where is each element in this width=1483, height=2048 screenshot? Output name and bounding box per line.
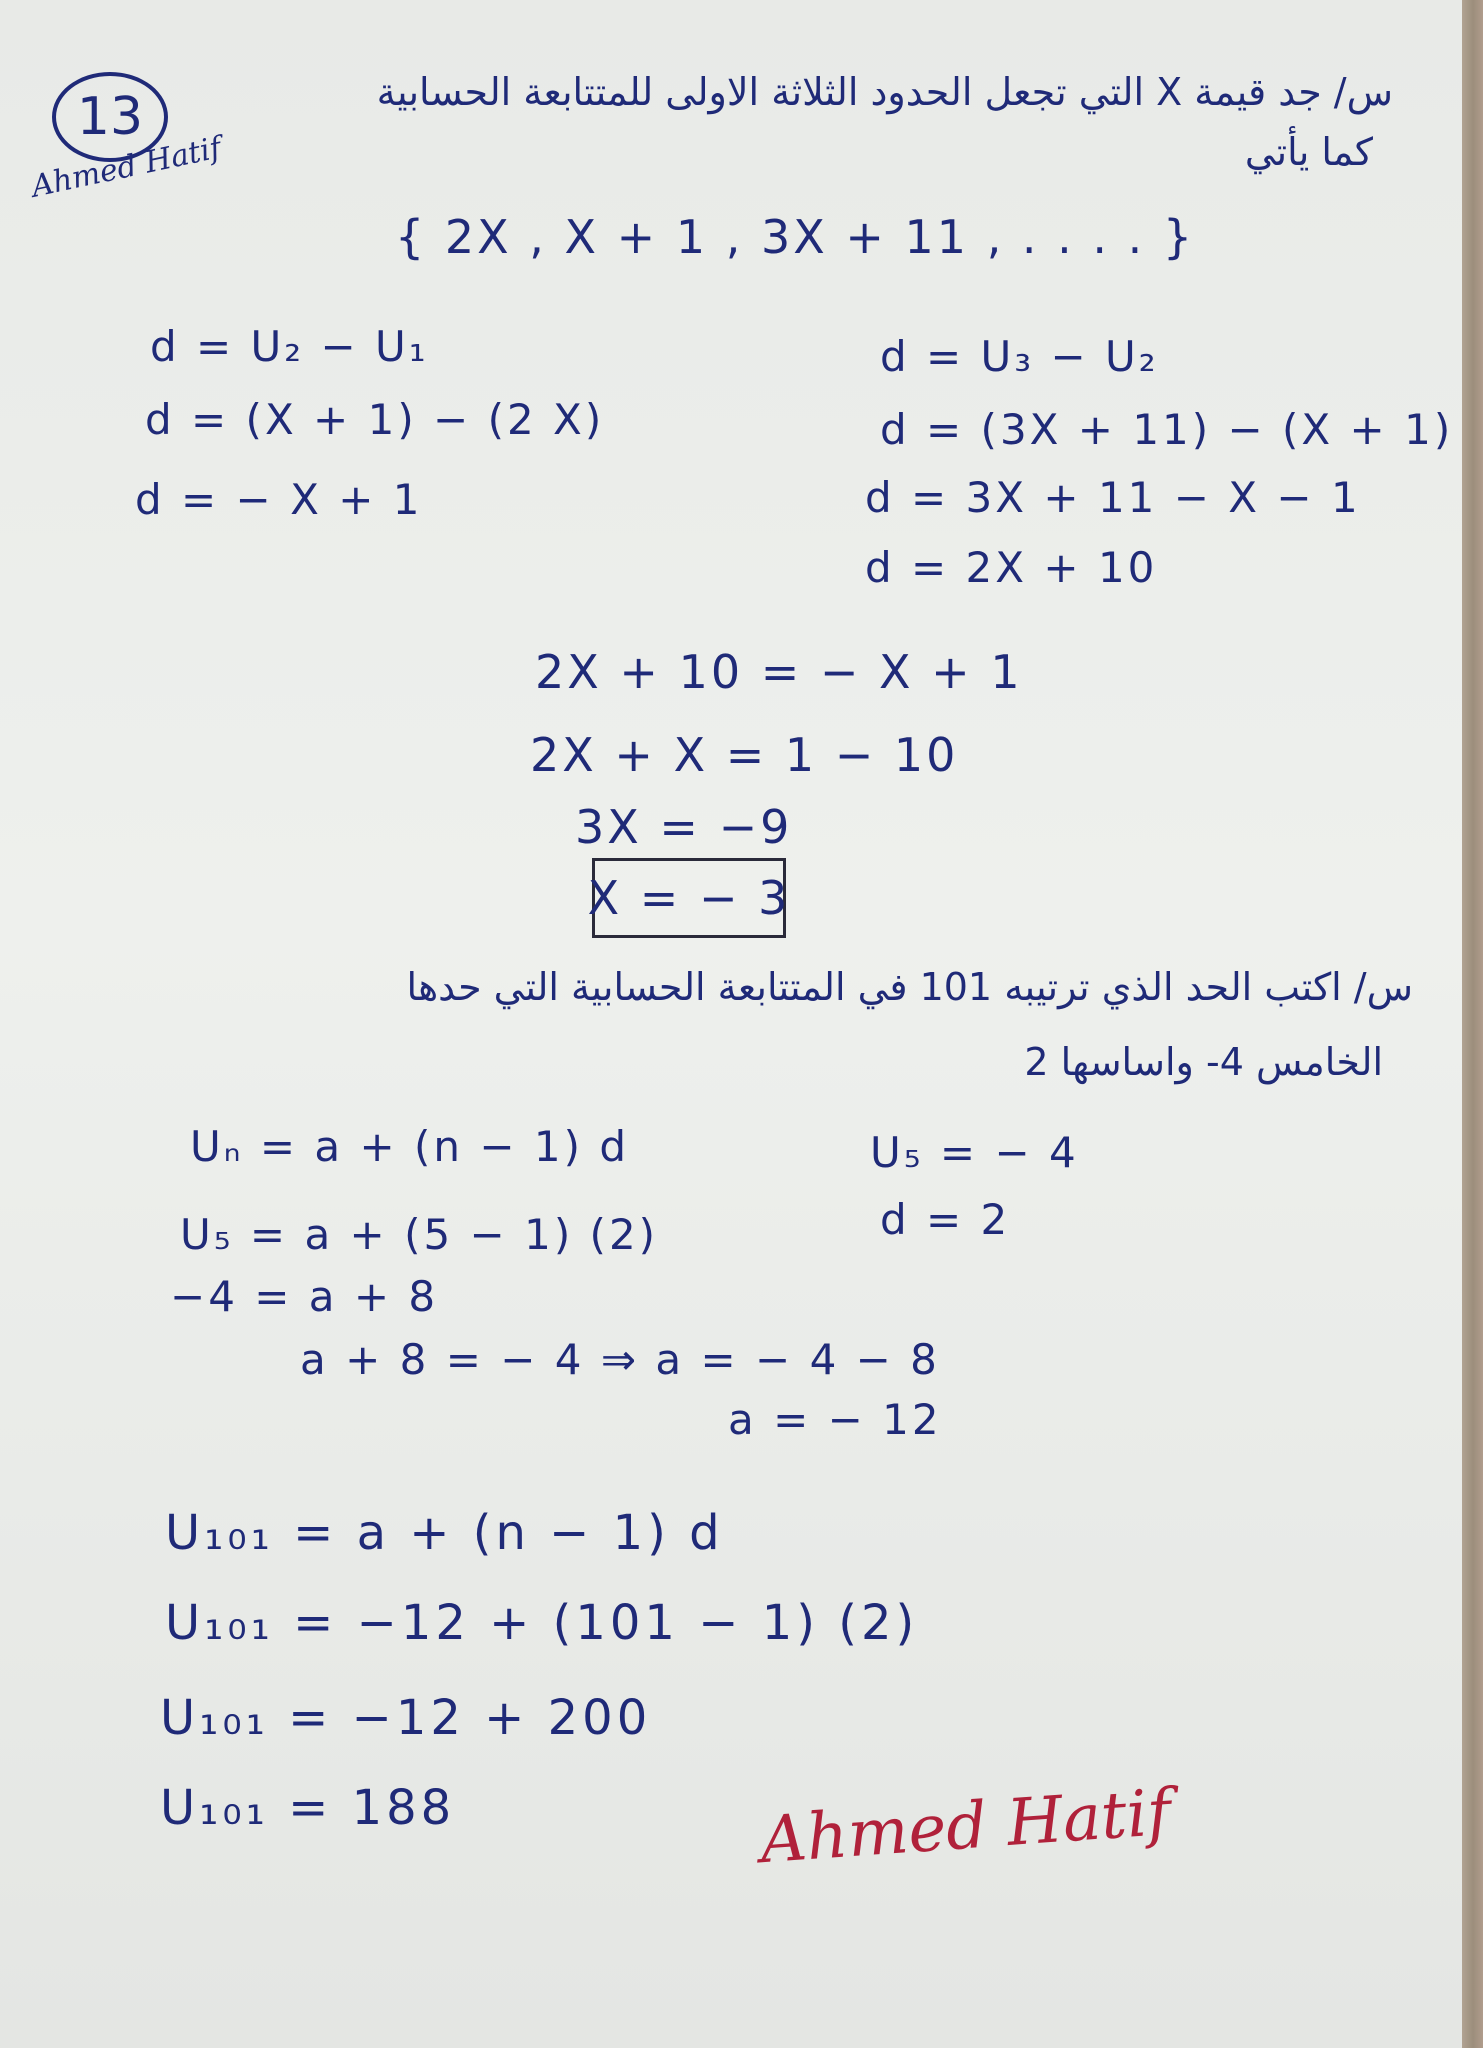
right-step-1: d = U₃ − U₂ [880, 332, 1159, 381]
sequence: { 2X , X + 1 , 3X + 11 , . . . . } [395, 210, 1196, 264]
left-step-1: d = U₂ − U₁ [150, 322, 429, 371]
final-step-2: U₁₀₁ = −12 + (101 − 1) (2) [165, 1595, 919, 1651]
question-1-line-2: كما يأتي [1244, 130, 1373, 174]
right-step-2: d = (3X + 11) − (X + 1) [880, 405, 1454, 454]
p2-a-result: a = − 12 [728, 1395, 942, 1444]
question-1-line-1: س/ جد قيمة X التي تجعل الحدود الثلاثة الاولى للمتتابعة الحسابية [376, 70, 1393, 114]
p2-step-1: Uₙ = a + (n − 1) d [190, 1122, 630, 1171]
left-step-2: d = (X + 1) − (2 X) [145, 395, 605, 444]
answer: X = − 3 [587, 871, 791, 925]
page-number: 13 [76, 87, 144, 147]
given-u5: U₅ = − 4 [870, 1128, 1079, 1177]
final-step-3: U₁₀₁ = −12 + 200 [160, 1690, 652, 1746]
p2-step-2: U₅ = a + (5 − 1) (2) [180, 1210, 659, 1259]
right-step-3: d = 3X + 11 − X − 1 [865, 473, 1361, 522]
question-2-line-1: س/ اكتب الحد الذي ترتيبه 101 في المتتابعة الحسابية التي حدها [406, 965, 1413, 1009]
final-step-1: U₁₀₁ = a + (n − 1) d [165, 1505, 724, 1561]
solve-step-1: 2X + 10 = − X + 1 [535, 645, 1023, 699]
given-d: d = 2 [880, 1195, 1011, 1244]
left-step-3: d = − X + 1 [135, 475, 423, 524]
question-2-line-2: الخامس 4- واساسها 2 [1024, 1040, 1383, 1084]
final-step-4: U₁₀₁ = 188 [160, 1780, 456, 1836]
solve-step-2: 2X + X = 1 − 10 [530, 728, 959, 782]
right-step-4: d = 2X + 10 [865, 543, 1158, 592]
p2-step-a: a + 8 = − 4 ⇒ a = − 4 − 8 [300, 1335, 940, 1384]
answer-box [587, 858, 791, 938]
author-mark: Ahmed Hatif [28, 130, 225, 205]
solve-step-3: 3X = −9 [575, 800, 793, 854]
signature: Ahmed Hatif [757, 1775, 1174, 1879]
p2-step-3: −4 = a + 8 [170, 1272, 439, 1321]
